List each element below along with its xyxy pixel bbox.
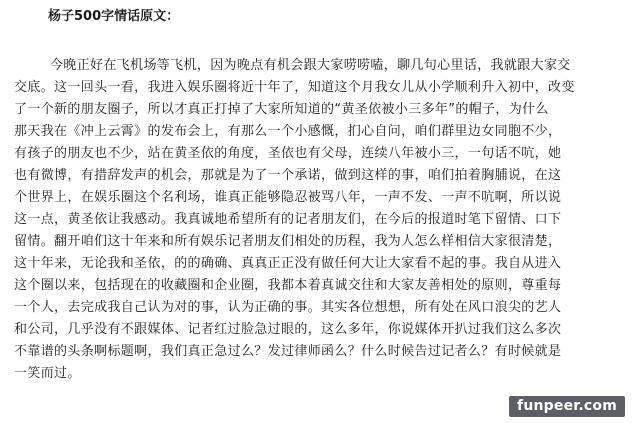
- paragraph-line: 这十年来，无论我和圣依，的的确确、真真正正没有做任何大让大家看不起的事。我自从进入: [14, 256, 562, 271]
- paragraph-line: 留情。翻开咱们这十年来和所有娱乐记者朋友们相处的历程，我为人怎么样相信大家很清楚，: [14, 234, 562, 249]
- paragraph-line: 今晚正好在飞机场等飞机，因为晚点有机会跟大家唠唠嗑，聊几句心里话，我就跟大家交: [50, 58, 571, 73]
- paragraph-line: 了一个新的朋友圈子，所以才真正打掉了大家所知道的“黄圣依被小三多年”的帽子，为什么: [14, 102, 549, 117]
- paragraph-line: 一笑而过。: [14, 366, 81, 381]
- paragraph-line: 交底。这一回头一看，我进入娱乐圈将近十年了，知道这个月我女儿从小学顺利升入初中，改变: [14, 80, 575, 95]
- paragraph-line: 个世界上，在娱乐圈这个名利场，谁真正能够隐忍被骂八年，一声不发、一声不吭啊，所以说: [14, 190, 562, 205]
- paragraph-line: 也有微博，有措辞发声的机会，那就是为了一个承诺，做到这样的事，咱们拍着胸脯说，在这: [14, 168, 562, 183]
- article-title: 杨子500字情话原文：: [48, 9, 180, 24]
- paragraph-line: 这个圈以来，包括现在的收藏圈和企业圈，我都本着真诚交往和大家友善相处的原则，尊重每: [14, 278, 562, 293]
- paragraph-line: 和公司，几乎没有不跟媒体、记者红过脸急过眼的，这么多年，你说媒体开扒过我们这么多次: [14, 322, 562, 337]
- paragraph-line: 一个人，去完成我自己认为对的事，认为正确的事。其实各位想想，所有处在风口浪尖的艺人: [14, 300, 562, 315]
- paragraph-line: 有孩子的朋友也不少，站在黄圣依的角度，圣依也有父母，连续八年被小三，一句话不吭，她: [14, 146, 562, 161]
- site-watermark: funpeer.com: [509, 396, 625, 417]
- paragraph-line: 这一点，黄圣依让我感动。我真诚地希望所有的记者朋友们，在今后的报道时笔下留情、口下: [14, 212, 562, 227]
- paragraph-line: 不靠谱的头条啊标题啊，我们真正急过么？发过律师函么？什么时候告过记者么？有时候就是: [14, 344, 562, 359]
- paragraph-line: 那天我在《冲上云霄》的发布会上，有那么一个小感慨，扪心自问，咱们群里边女同胞不少，: [14, 124, 562, 139]
